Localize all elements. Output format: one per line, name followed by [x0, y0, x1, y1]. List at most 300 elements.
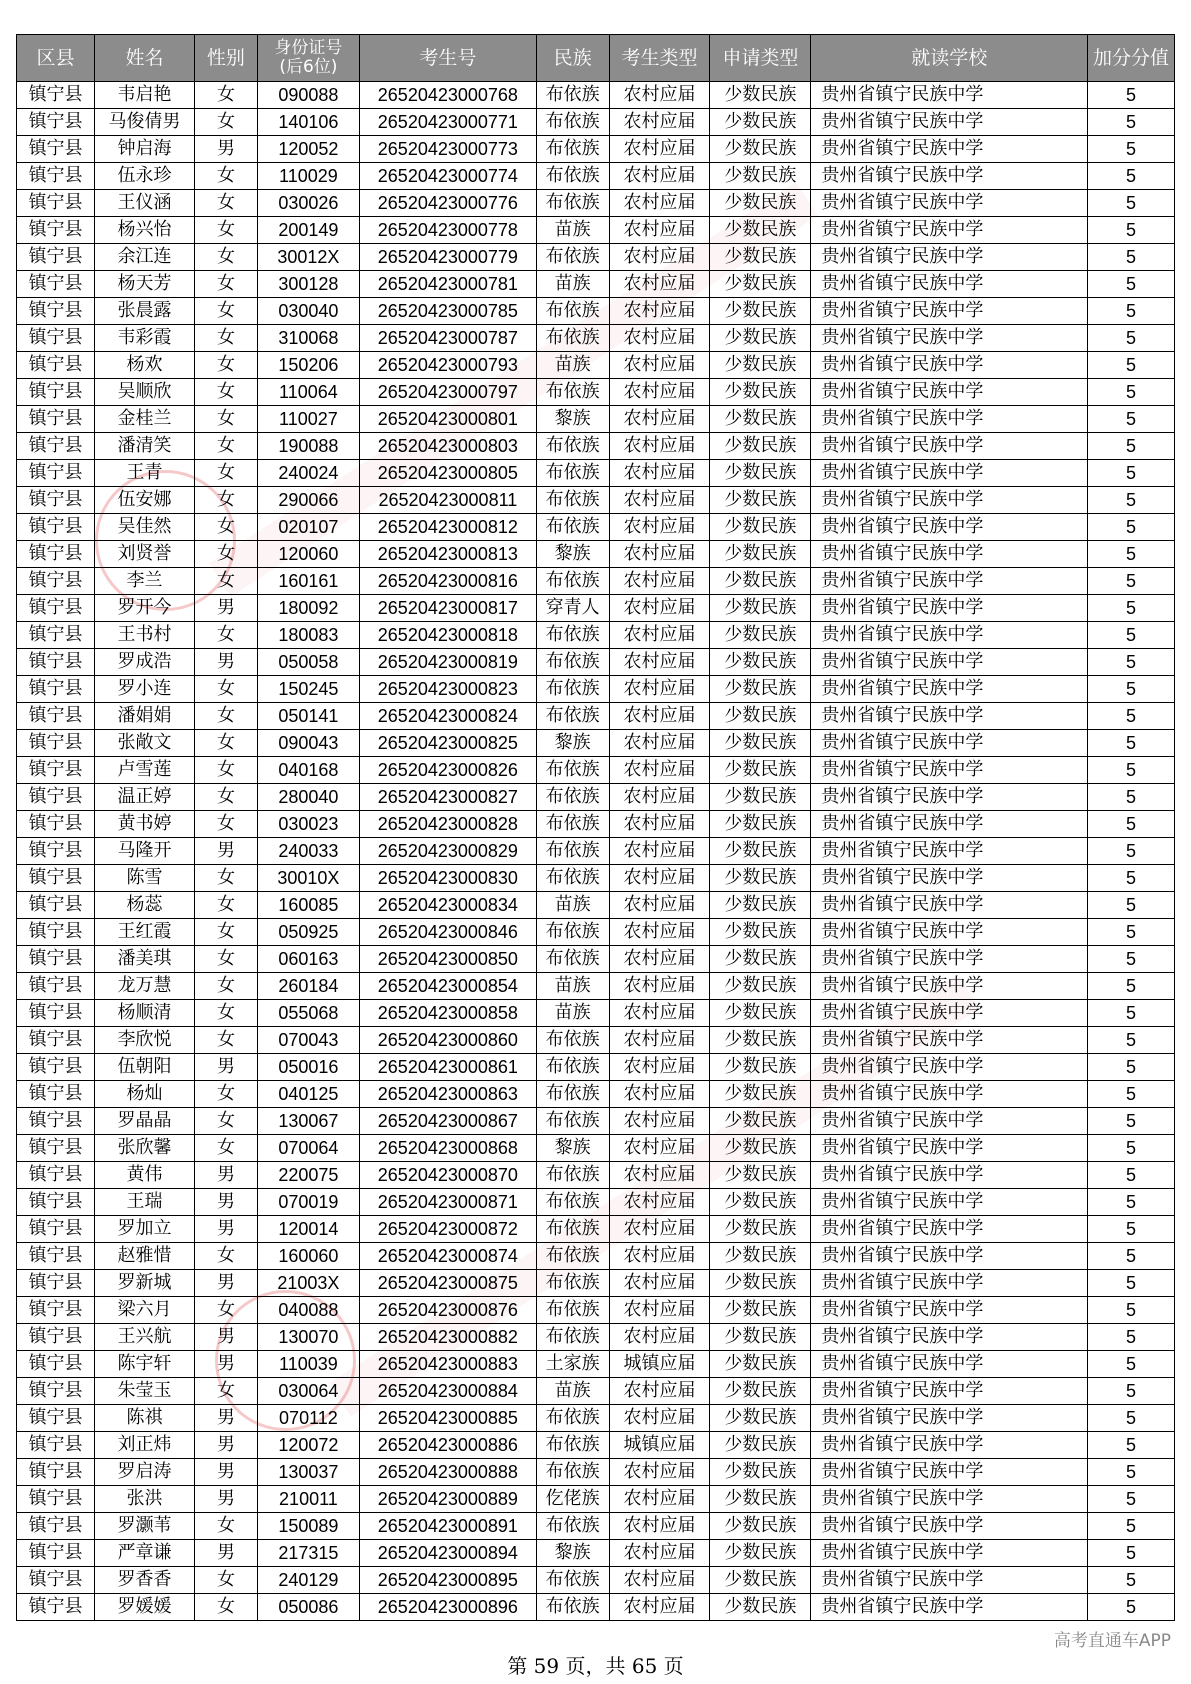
- cell-name: 潘娟娟: [95, 703, 195, 730]
- cell-candidate-type: 城镇应届: [609, 1432, 710, 1459]
- cell-candidate-type: 农村应届: [609, 1108, 710, 1135]
- cell-candidate-number: 26520423000813: [359, 541, 536, 568]
- cell-ethnicity: 布依族: [536, 1432, 609, 1459]
- cell-bonus-points: 5: [1088, 1432, 1175, 1459]
- cell-district: 镇宁县: [17, 865, 95, 892]
- cell-application-type: 少数民族: [710, 1567, 811, 1594]
- table-row: [17, 1189, 1175, 1216]
- cell-bonus-points: 5: [1088, 1324, 1175, 1351]
- cell-bonus-points: 5: [1088, 757, 1175, 784]
- cell-candidate-number: 26520423000875: [359, 1270, 536, 1297]
- cell-district: 镇宁县: [17, 892, 95, 919]
- cell-candidate-type: 农村应届: [609, 622, 710, 649]
- cell-gender: 女: [194, 109, 257, 136]
- cell-gender: 女: [194, 946, 257, 973]
- cell-gender: 男: [194, 1162, 257, 1189]
- cell-candidate-number: 26520423000793: [359, 352, 536, 379]
- header-id-number: 身份证号 (后6位): [257, 35, 359, 82]
- cell-candidate-number: 26520423000817: [359, 595, 536, 622]
- table-row: [17, 433, 1175, 460]
- cell-bonus-points: 5: [1088, 1054, 1175, 1081]
- cell-application-type: 少数民族: [710, 190, 811, 217]
- cell-gender: 女: [194, 298, 257, 325]
- cell-application-type: 少数民族: [710, 973, 811, 1000]
- cell-school: 贵州省镇宁民族中学: [811, 1486, 1088, 1513]
- cell-candidate-type: 农村应届: [609, 1540, 710, 1567]
- cell-application-type: 少数民族: [710, 109, 811, 136]
- cell-school: 贵州省镇宁民族中学: [811, 325, 1088, 352]
- cell-id-suffix: 050925: [257, 919, 359, 946]
- cell-application-type: 少数民族: [710, 1270, 811, 1297]
- cell-school: 贵州省镇宁民族中学: [811, 1405, 1088, 1432]
- cell-name: 黄伟: [95, 1162, 195, 1189]
- cell-gender: 女: [194, 1297, 257, 1324]
- cell-candidate-number: 26520423000846: [359, 919, 536, 946]
- cell-district: 镇宁县: [17, 487, 95, 514]
- cell-application-type: 少数民族: [710, 1189, 811, 1216]
- cell-id-suffix: 160161: [257, 568, 359, 595]
- table-row: [17, 379, 1175, 406]
- table-row: [17, 1162, 1175, 1189]
- header-bonus-points: 加分分值: [1088, 35, 1175, 82]
- cell-gender: 女: [194, 568, 257, 595]
- cell-gender: 女: [194, 352, 257, 379]
- cell-ethnicity: 布依族: [536, 433, 609, 460]
- cell-bonus-points: 5: [1088, 1513, 1175, 1540]
- cell-district: 镇宁县: [17, 298, 95, 325]
- cell-application-type: 少数民族: [710, 514, 811, 541]
- cell-name: 王青: [95, 460, 195, 487]
- cell-district: 镇宁县: [17, 379, 95, 406]
- cell-application-type: 少数民族: [710, 1216, 811, 1243]
- cell-district: 镇宁县: [17, 838, 95, 865]
- cell-bonus-points: 5: [1088, 1108, 1175, 1135]
- cell-ethnicity: 布依族: [536, 1216, 609, 1243]
- cell-name: 余江连: [95, 244, 195, 271]
- cell-ethnicity: 布依族: [536, 1189, 609, 1216]
- cell-school: 贵州省镇宁民族中学: [811, 1378, 1088, 1405]
- cell-candidate-type: 农村应届: [609, 892, 710, 919]
- cell-application-type: 少数民族: [710, 1513, 811, 1540]
- cell-candidate-type: 农村应届: [609, 460, 710, 487]
- header-name: 姓名: [95, 35, 195, 82]
- cell-school: 贵州省镇宁民族中学: [811, 784, 1088, 811]
- cell-bonus-points: 5: [1088, 730, 1175, 757]
- cell-candidate-number: 26520423000858: [359, 1000, 536, 1027]
- cell-application-type: 少数民族: [710, 730, 811, 757]
- table-row: [17, 190, 1175, 217]
- table-row: [17, 595, 1175, 622]
- table-row: [17, 919, 1175, 946]
- cell-application-type: 少数民族: [710, 1432, 811, 1459]
- cell-school: 贵州省镇宁民族中学: [811, 1081, 1088, 1108]
- cell-application-type: 少数民族: [710, 568, 811, 595]
- cell-school: 贵州省镇宁民族中学: [811, 730, 1088, 757]
- cell-name: 罗灏苇: [95, 1513, 195, 1540]
- cell-candidate-type: 农村应届: [609, 568, 710, 595]
- cell-candidate-type: 农村应届: [609, 1459, 710, 1486]
- cell-application-type: 少数民族: [710, 703, 811, 730]
- cell-ethnicity: 布依族: [536, 946, 609, 973]
- cell-name: 吴佳然: [95, 514, 195, 541]
- cell-gender: 男: [194, 1405, 257, 1432]
- cell-bonus-points: 5: [1088, 82, 1175, 109]
- cell-gender: 女: [194, 514, 257, 541]
- cell-ethnicity: 布依族: [536, 1459, 609, 1486]
- cell-candidate-number: 26520423000870: [359, 1162, 536, 1189]
- cell-school: 贵州省镇宁民族中学: [811, 1135, 1088, 1162]
- cell-ethnicity: 布依族: [536, 1081, 609, 1108]
- cell-ethnicity: 布依族: [536, 325, 609, 352]
- cell-candidate-type: 农村应届: [609, 379, 710, 406]
- cell-candidate-type: 农村应届: [609, 1027, 710, 1054]
- cell-ethnicity: 黎族: [536, 406, 609, 433]
- cell-candidate-type: 农村应届: [609, 271, 710, 298]
- cell-school: 贵州省镇宁民族中学: [811, 973, 1088, 1000]
- cell-gender: 女: [194, 622, 257, 649]
- cell-candidate-type: 农村应届: [609, 82, 710, 109]
- table-row: [17, 136, 1175, 163]
- cell-id-suffix: 070019: [257, 1189, 359, 1216]
- cell-candidate-type: 农村应届: [609, 595, 710, 622]
- cell-candidate-type: 农村应届: [609, 703, 710, 730]
- cell-gender: 女: [194, 757, 257, 784]
- cell-school: 贵州省镇宁民族中学: [811, 352, 1088, 379]
- cell-id-suffix: 120014: [257, 1216, 359, 1243]
- cell-id-suffix: 310068: [257, 325, 359, 352]
- cell-candidate-type: 农村应届: [609, 811, 710, 838]
- cell-district: 镇宁县: [17, 244, 95, 271]
- cell-ethnicity: 布依族: [536, 163, 609, 190]
- cell-school: 贵州省镇宁民族中学: [811, 865, 1088, 892]
- cell-application-type: 少数民族: [710, 1324, 811, 1351]
- table-row: [17, 1351, 1175, 1378]
- cell-gender: 男: [194, 1216, 257, 1243]
- cell-candidate-number: 26520423000883: [359, 1351, 536, 1378]
- cell-application-type: 少数民族: [710, 352, 811, 379]
- cell-id-suffix: 150245: [257, 676, 359, 703]
- table-row: [17, 1432, 1175, 1459]
- cell-bonus-points: 5: [1088, 271, 1175, 298]
- cell-gender: 女: [194, 325, 257, 352]
- cell-candidate-number: 26520423000885: [359, 1405, 536, 1432]
- cell-candidate-number: 26520423000824: [359, 703, 536, 730]
- cell-name: 龙万慧: [95, 973, 195, 1000]
- cell-id-suffix: 180092: [257, 595, 359, 622]
- table-row: [17, 1216, 1175, 1243]
- cell-bonus-points: 5: [1088, 838, 1175, 865]
- cell-gender: 女: [194, 460, 257, 487]
- cell-district: 镇宁县: [17, 1189, 95, 1216]
- cell-school: 贵州省镇宁民族中学: [811, 568, 1088, 595]
- cell-candidate-type: 农村应届: [609, 1243, 710, 1270]
- cell-candidate-number: 26520423000773: [359, 136, 536, 163]
- cell-gender: 男: [194, 1351, 257, 1378]
- cell-ethnicity: 布依族: [536, 784, 609, 811]
- cell-candidate-type: 农村应届: [609, 352, 710, 379]
- cell-candidate-type: 城镇应届: [609, 1351, 710, 1378]
- cell-candidate-type: 农村应届: [609, 1378, 710, 1405]
- cell-name: 杨顺清: [95, 1000, 195, 1027]
- cell-gender: 男: [194, 1324, 257, 1351]
- table-row: [17, 271, 1175, 298]
- table-row: [17, 1405, 1175, 1432]
- cell-ethnicity: 布依族: [536, 811, 609, 838]
- cell-bonus-points: 5: [1088, 136, 1175, 163]
- cell-school: 贵州省镇宁民族中学: [811, 190, 1088, 217]
- cell-candidate-type: 农村应届: [609, 190, 710, 217]
- cell-school: 贵州省镇宁民族中学: [811, 1459, 1088, 1486]
- cell-gender: 女: [194, 190, 257, 217]
- cell-ethnicity: 布依族: [536, 1243, 609, 1270]
- cell-application-type: 少数民族: [710, 1108, 811, 1135]
- cell-id-suffix: 110039: [257, 1351, 359, 1378]
- cell-name: 罗新城: [95, 1270, 195, 1297]
- cell-gender: 女: [194, 433, 257, 460]
- page-number: 第 59 页，共 65 页: [507, 1654, 684, 1678]
- cell-district: 镇宁县: [17, 1540, 95, 1567]
- cell-id-suffix: 120072: [257, 1432, 359, 1459]
- cell-school: 贵州省镇宁民族中学: [811, 487, 1088, 514]
- cell-ethnicity: 布依族: [536, 622, 609, 649]
- cell-school: 贵州省镇宁民族中学: [811, 298, 1088, 325]
- cell-candidate-type: 农村应届: [609, 433, 710, 460]
- cell-candidate-number: 26520423000850: [359, 946, 536, 973]
- cell-candidate-type: 农村应届: [609, 649, 710, 676]
- cell-ethnicity: 布依族: [536, 919, 609, 946]
- cell-ethnicity: 布依族: [536, 568, 609, 595]
- cell-application-type: 少数民族: [710, 595, 811, 622]
- cell-candidate-type: 农村应届: [609, 406, 710, 433]
- cell-id-suffix: 200149: [257, 217, 359, 244]
- table-row: [17, 946, 1175, 973]
- cell-bonus-points: 5: [1088, 946, 1175, 973]
- cell-ethnicity: 布依族: [536, 244, 609, 271]
- cell-application-type: 少数民族: [710, 757, 811, 784]
- header-application-type: 申请类型: [710, 35, 811, 82]
- cell-school: 贵州省镇宁民族中学: [811, 1000, 1088, 1027]
- cell-gender: 女: [194, 919, 257, 946]
- cell-candidate-type: 农村应届: [609, 919, 710, 946]
- table-row: [17, 757, 1175, 784]
- cell-candidate-number: 26520423000882: [359, 1324, 536, 1351]
- cell-bonus-points: 5: [1088, 487, 1175, 514]
- cell-ethnicity: 苗族: [536, 1378, 609, 1405]
- cell-id-suffix: 160085: [257, 892, 359, 919]
- cell-bonus-points: 5: [1088, 109, 1175, 136]
- cell-district: 镇宁县: [17, 1567, 95, 1594]
- cell-bonus-points: 5: [1088, 1135, 1175, 1162]
- cell-district: 镇宁县: [17, 811, 95, 838]
- cell-school: 贵州省镇宁民族中学: [811, 1243, 1088, 1270]
- cell-bonus-points: 5: [1088, 1216, 1175, 1243]
- cell-school: 贵州省镇宁民族中学: [811, 1567, 1088, 1594]
- cell-candidate-number: 26520423000830: [359, 865, 536, 892]
- cell-id-suffix: 30010X: [257, 865, 359, 892]
- cell-gender: 女: [194, 784, 257, 811]
- cell-id-suffix: 120052: [257, 136, 359, 163]
- cell-district: 镇宁县: [17, 649, 95, 676]
- cell-name: 朱莹玉: [95, 1378, 195, 1405]
- cell-candidate-type: 农村应届: [609, 1135, 710, 1162]
- cell-bonus-points: 5: [1088, 1351, 1175, 1378]
- cell-district: 镇宁县: [17, 1216, 95, 1243]
- cell-gender: 男: [194, 1486, 257, 1513]
- cell-id-suffix: 220075: [257, 1162, 359, 1189]
- cell-ethnicity: 土家族: [536, 1351, 609, 1378]
- cell-application-type: 少数民族: [710, 622, 811, 649]
- cell-id-suffix: 030040: [257, 298, 359, 325]
- cell-candidate-number: 26520423000818: [359, 622, 536, 649]
- cell-candidate-number: 26520423000860: [359, 1027, 536, 1054]
- cell-district: 镇宁县: [17, 730, 95, 757]
- cell-gender: 女: [194, 1000, 257, 1027]
- cell-id-suffix: 030026: [257, 190, 359, 217]
- cell-bonus-points: 5: [1088, 1027, 1175, 1054]
- cell-school: 贵州省镇宁民族中学: [811, 514, 1088, 541]
- cell-application-type: 少数民族: [710, 406, 811, 433]
- table-row: [17, 352, 1175, 379]
- cell-gender: 女: [194, 541, 257, 568]
- cell-ethnicity: 布依族: [536, 298, 609, 325]
- cell-ethnicity: 黎族: [536, 541, 609, 568]
- cell-school: 贵州省镇宁民族中学: [811, 1270, 1088, 1297]
- cell-candidate-type: 农村应届: [609, 514, 710, 541]
- cell-bonus-points: 5: [1088, 541, 1175, 568]
- cell-bonus-points: 5: [1088, 460, 1175, 487]
- cell-application-type: 少数民族: [710, 946, 811, 973]
- cell-school: 贵州省镇宁民族中学: [811, 271, 1088, 298]
- cell-gender: 男: [194, 1189, 257, 1216]
- cell-candidate-number: 26520423000896: [359, 1594, 536, 1621]
- table-row: [17, 838, 1175, 865]
- cell-application-type: 少数民族: [710, 217, 811, 244]
- cell-id-suffix: 290066: [257, 487, 359, 514]
- cell-school: 贵州省镇宁民族中学: [811, 406, 1088, 433]
- cell-district: 镇宁县: [17, 433, 95, 460]
- cell-gender: 男: [194, 136, 257, 163]
- cell-name: 马隆开: [95, 838, 195, 865]
- cell-application-type: 少数民族: [710, 1135, 811, 1162]
- cell-bonus-points: 5: [1088, 1486, 1175, 1513]
- cell-application-type: 少数民族: [710, 1378, 811, 1405]
- cell-district: 镇宁县: [17, 784, 95, 811]
- cell-district: 镇宁县: [17, 217, 95, 244]
- cell-id-suffix: 040088: [257, 1297, 359, 1324]
- cell-id-suffix: 050058: [257, 649, 359, 676]
- cell-district: 镇宁县: [17, 1594, 95, 1621]
- cell-id-suffix: 260184: [257, 973, 359, 1000]
- table-row: [17, 730, 1175, 757]
- cell-bonus-points: 5: [1088, 919, 1175, 946]
- cell-application-type: 少数民族: [710, 136, 811, 163]
- cell-bonus-points: 5: [1088, 514, 1175, 541]
- cell-id-suffix: 070064: [257, 1135, 359, 1162]
- cell-gender: 女: [194, 1243, 257, 1270]
- cell-candidate-type: 农村应届: [609, 325, 710, 352]
- cell-candidate-number: 26520423000768: [359, 82, 536, 109]
- cell-district: 镇宁县: [17, 406, 95, 433]
- cell-district: 镇宁县: [17, 271, 95, 298]
- cell-bonus-points: 5: [1088, 1459, 1175, 1486]
- cell-name: 罗小连: [95, 676, 195, 703]
- cell-district: 镇宁县: [17, 1297, 95, 1324]
- cell-candidate-type: 农村应届: [609, 1270, 710, 1297]
- cell-school: 贵州省镇宁民族中学: [811, 1189, 1088, 1216]
- cell-name: 王兴航: [95, 1324, 195, 1351]
- cell-ethnicity: 布依族: [536, 676, 609, 703]
- cell-gender: 男: [194, 1432, 257, 1459]
- cell-ethnicity: 布依族: [536, 1162, 609, 1189]
- cell-gender: 女: [194, 379, 257, 406]
- table-row: [17, 82, 1175, 109]
- cell-application-type: 少数民族: [710, 1081, 811, 1108]
- table-row: [17, 1081, 1175, 1108]
- cell-school: 贵州省镇宁民族中学: [811, 838, 1088, 865]
- cell-bonus-points: 5: [1088, 1567, 1175, 1594]
- cell-school: 贵州省镇宁民族中学: [811, 1027, 1088, 1054]
- cell-school: 贵州省镇宁民族中学: [811, 433, 1088, 460]
- cell-name: 张晨露: [95, 298, 195, 325]
- cell-candidate-number: 26520423000823: [359, 676, 536, 703]
- cell-id-suffix: 110027: [257, 406, 359, 433]
- cell-name: 黄书婷: [95, 811, 195, 838]
- cell-name: 杨兴怡: [95, 217, 195, 244]
- cell-name: 李欣悦: [95, 1027, 195, 1054]
- cell-candidate-type: 农村应届: [609, 487, 710, 514]
- cell-gender: 女: [194, 730, 257, 757]
- cell-candidate-number: 26520423000891: [359, 1513, 536, 1540]
- cell-application-type: 少数民族: [710, 784, 811, 811]
- cell-application-type: 少数民族: [710, 1459, 811, 1486]
- cell-application-type: 少数民族: [710, 325, 811, 352]
- cell-candidate-number: 26520423000871: [359, 1189, 536, 1216]
- cell-candidate-number: 26520423000827: [359, 784, 536, 811]
- cell-candidate-number: 26520423000778: [359, 217, 536, 244]
- cell-candidate-number: 26520423000787: [359, 325, 536, 352]
- table-row: [17, 811, 1175, 838]
- cell-id-suffix: 055068: [257, 1000, 359, 1027]
- cell-id-suffix: 020107: [257, 514, 359, 541]
- cell-name: 罗加立: [95, 1216, 195, 1243]
- cell-name: 杨灿: [95, 1081, 195, 1108]
- cell-application-type: 少数民族: [710, 433, 811, 460]
- cell-id-suffix: 090043: [257, 730, 359, 757]
- cell-bonus-points: 5: [1088, 892, 1175, 919]
- cell-candidate-number: 26520423000828: [359, 811, 536, 838]
- cell-school: 贵州省镇宁民族中学: [811, 82, 1088, 109]
- cell-application-type: 少数民族: [710, 82, 811, 109]
- cell-candidate-number: 26520423000888: [359, 1459, 536, 1486]
- cell-candidate-type: 农村应届: [609, 541, 710, 568]
- cell-id-suffix: 120060: [257, 541, 359, 568]
- table-row: [17, 784, 1175, 811]
- cell-name: 陈祺: [95, 1405, 195, 1432]
- cell-bonus-points: 5: [1088, 433, 1175, 460]
- cell-ethnicity: 布依族: [536, 1567, 609, 1594]
- cell-candidate-number: 26520423000895: [359, 1567, 536, 1594]
- cell-name: 韦彩霞: [95, 325, 195, 352]
- cell-id-suffix: 110064: [257, 379, 359, 406]
- table-row: [17, 406, 1175, 433]
- cell-name: 吴顺欣: [95, 379, 195, 406]
- cell-candidate-type: 农村应届: [609, 1297, 710, 1324]
- cell-ethnicity: 布依族: [536, 703, 609, 730]
- cell-candidate-number: 26520423000811: [359, 487, 536, 514]
- cell-gender: 女: [194, 1513, 257, 1540]
- cell-gender: 男: [194, 595, 257, 622]
- cell-ethnicity: 布依族: [536, 190, 609, 217]
